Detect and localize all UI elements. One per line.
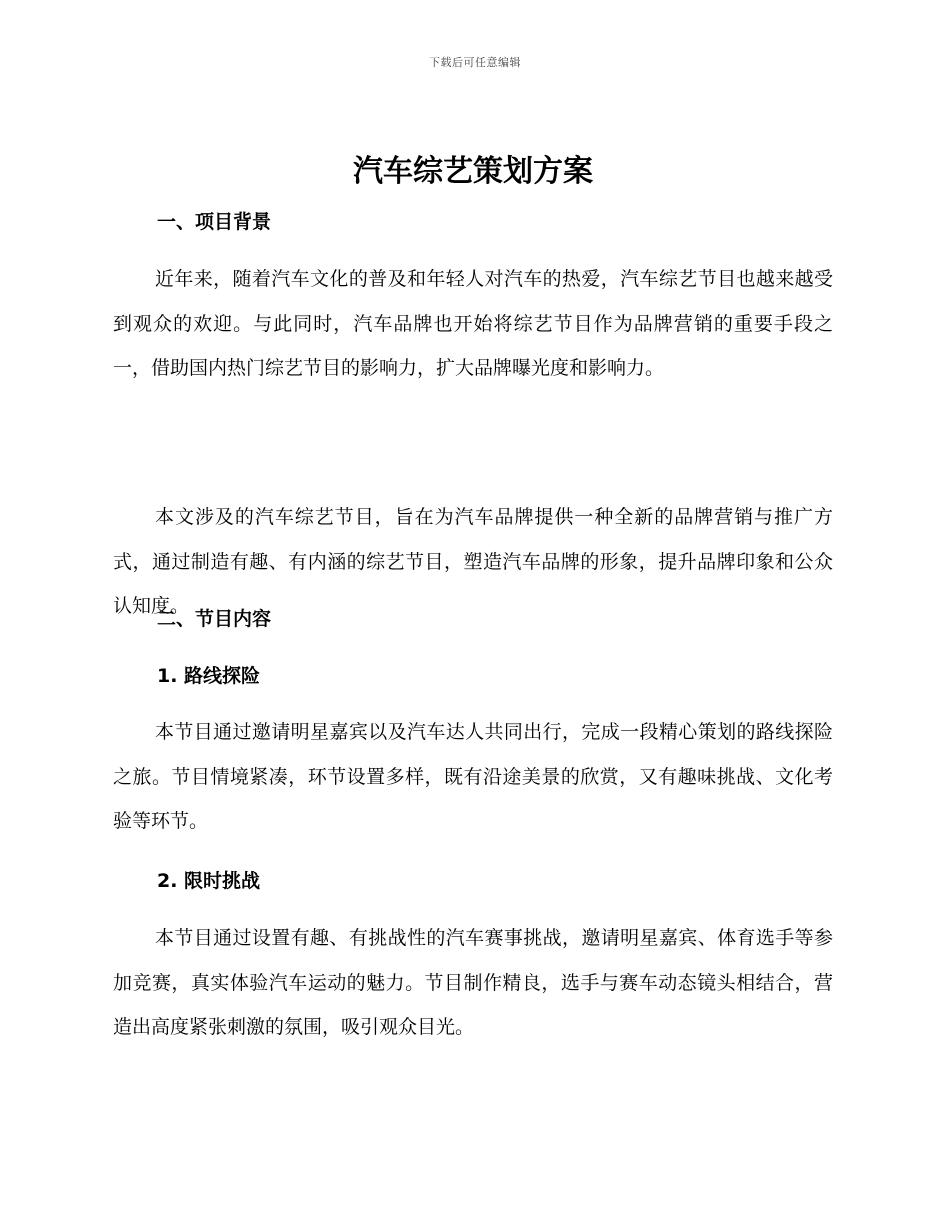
header-watermark: 下载后可任意编辑	[429, 56, 521, 69]
paragraph-background-1: 近年来，随着汽车文化的普及和年轻人对汽车的热爱，汽车综艺节目也越来越受到观众的欢迎。与此同时，汽车品牌也开始将综艺节目作为品牌营销的重要手段之一，借助国内热门综艺节目的影响力，扩大品牌曝光度和影响力。	[113, 268, 833, 379]
subsection-heading-route-adventure: 1. 路线探险	[157, 665, 261, 687]
subsection-heading-timed-challenge: 2. 限时挑战	[157, 870, 261, 892]
paragraph-route-adventure: 本节目通过邀请明星嘉宾以及汽车达人共同出行，完成一段精心策划的路线探险之旅。节目情境紧凑，环节设置多样，既有沿途美景的欣赏，又有趣味挑战、文化考验等环节。	[113, 721, 833, 832]
paragraph-timed-challenge: 本节目通过设置有趣、有挑战性的汽车赛事挑战，邀请明星嘉宾、体育选手等参加竞赛，真实体验汽车运动的魅力。节目制作精良，选手与赛车动态镜头相结合，营造出高度紧张刺激的氛围，吸引观众目光。	[113, 927, 833, 1038]
document-title: 汽车综艺策划方案	[353, 154, 593, 189]
section-heading-content: 二、节目内容	[157, 608, 272, 630]
paragraph-background-2: 本文涉及的汽车综艺节目，旨在为汽车品牌提供一种全新的品牌营销与推广方式，通过制造有趣、有内涵的综艺节目，塑造汽车品牌的形象，提升品牌印象和公众认知度。	[113, 506, 833, 617]
section-heading-background: 一、项目背景	[157, 211, 272, 233]
